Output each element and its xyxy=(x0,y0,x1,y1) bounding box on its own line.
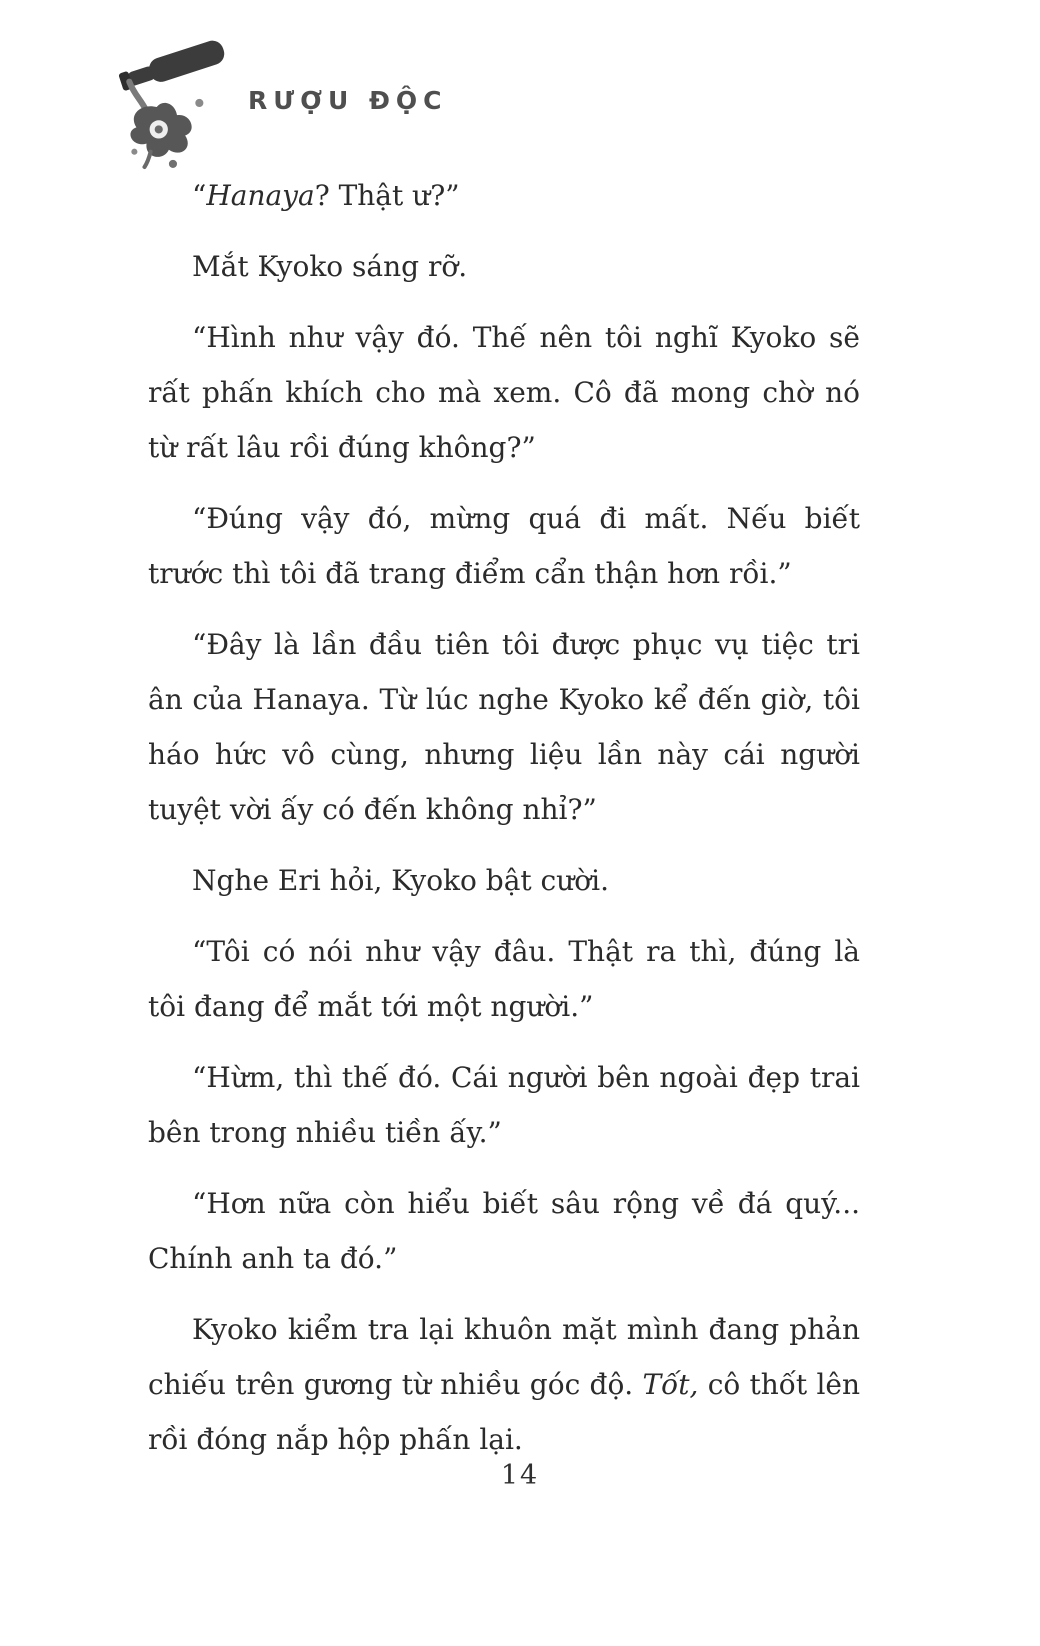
text-segment: “Hừm, thì thế đó. Cái người bên ngoài đẹp trai bên trong nhiều tiền ấy.” xyxy=(148,1061,860,1149)
paragraph xyxy=(148,924,860,1034)
text-segment: Kyoko kiểm tra lại khuôn mặt mình đang phản chiếu trên gương từ nhiều góc độ. xyxy=(148,1313,860,1401)
text-segment: “Tôi có nói như vậy đâu. Thật ra thì, đúng là tôi đang để mắt tới một người.” xyxy=(148,935,860,1023)
text-segment: Nghe Eri hỏi, Kyoko bật cười. xyxy=(192,864,609,897)
paragraph xyxy=(148,617,860,837)
paragraph xyxy=(148,853,860,908)
paragraph xyxy=(148,1050,860,1160)
paragraph xyxy=(148,310,860,475)
text-segment: cô thốt lên rồi đóng nắp hộp phấn lại. xyxy=(148,1368,860,1456)
text-segment: Tốt, xyxy=(642,1368,699,1401)
paragraph xyxy=(148,491,860,601)
paragraph xyxy=(148,239,860,294)
book-title: RƯỢU ĐỘC xyxy=(248,86,448,115)
text-segment: “Hơn nữa còn hiểu biết sâu rộng về đá quý... Chính anh ta đó.” xyxy=(148,1187,860,1275)
text-segment: Hanaya xyxy=(206,179,315,212)
text-segment: “Đúng vậy đó, mừng quá đi mất. Nếu biết trước thì tôi đã trang điểm cẩn thận hơn rồi.” xyxy=(148,502,860,590)
text-segment: “Đây là lần đầu tiên tôi được phục vụ tiệc tri ân của Hanaya. Từ lúc nghe Kyoko kể đến giờ, tôi háo hức vô cùng, nhưng liệu lần này cái người tuyệt vời ấy có đến không nhỉ?” xyxy=(148,628,860,826)
page-number: 14 xyxy=(500,1460,540,1491)
page-body xyxy=(148,168,860,1483)
paragraph xyxy=(148,1302,860,1467)
paragraph xyxy=(148,1176,860,1286)
text-segment: Mắt Kyoko sáng rỡ. xyxy=(192,250,468,283)
text-segment: ? Thật ư?” xyxy=(314,179,460,212)
page-header xyxy=(0,0,1040,175)
text-segment: “ xyxy=(192,179,207,212)
text-segment: “Hình như vậy đó. Thế nên tôi nghĩ Kyoko sẽ rất phấn khích cho mà xem. Cô đã mong chờ nó từ rất lâu rồi đúng không?” xyxy=(148,321,860,464)
paragraph xyxy=(148,168,860,223)
page-footer xyxy=(0,1460,1040,1491)
ink-bottle-splash-icon xyxy=(110,38,242,170)
